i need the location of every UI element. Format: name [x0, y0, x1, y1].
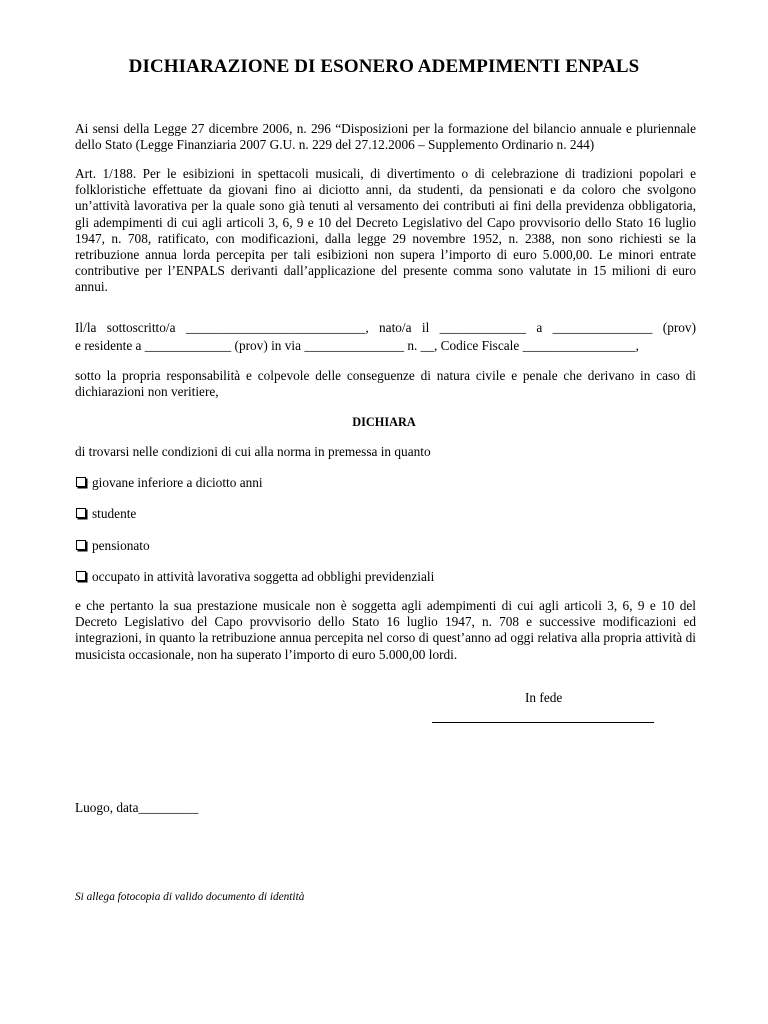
option-label: pensionato [92, 538, 150, 553]
option-label: occupato in attività lavorativa soggetta ad obblighi previdenziali [92, 569, 435, 584]
conclusion-paragraph: e che pertanto la sua prestazione musicale non è soggetta agli adempimenti di cui agli articoli 3, 6, 9 e 10 del Decreto Legislativo del Capo provvisorio dello Stato 16 luglio 1947, n. 708 e successive modificazioni ed integrazioni, in quanto la retribuzione annua percepita nel corso di quest’anno ad oggi relativa alla propria attività di musicista occasionale, non ha superato l’importo di euro 5.000,00 lordi. [75, 598, 696, 662]
declares-heading: DICHIARA [352, 415, 416, 429]
signature-line [432, 722, 654, 723]
responsibility-paragraph: sotto la propria responsabilità e colpevole delle conseguenze di natura civile e penale che derivano in caso di dichiarazioni non veritiere, [75, 368, 696, 400]
document-title: DICHIARAZIONE DI ESONERO ADEMPIMENTI ENPALS [128, 56, 640, 77]
option-minor [75, 475, 263, 491]
checkbox-icon [76, 571, 86, 581]
option-employed [75, 569, 434, 585]
option-label: studente [92, 506, 137, 521]
checkbox-icon [76, 508, 86, 518]
article-paragraph: Art. 1/188. Per le esibizioni in spettacoli musicali, di divertimento o di celebrazione di tradizioni popolari e folkloristiche effettuate da giovani fino ai diciotto anni, da studenti, da pensionati e da coloro che svolgono un’attività lavorativa per la quale sono già tenuti al versamento dei contributi ai fini della previdenza obbligatoria, gli adempimenti di cui agli articoli 3, 6, 9 e 10 del Decreto Legislativo del Capo provvisorio dello Stato 16 luglio 1947, n. 708, ratificato, con modificazioni, dalla legge 29 novembre 1952, n. 2388, non sono richiesti se la retribuzione annua lorda percepita per tali esibizioni non supera l’importo di euro 5.000,00. Le minori entrate contributive per l’ENPALS derivanti dall’applicazione del presente comma sono valutate in 15 milioni di euro annui. [75, 166, 696, 295]
conditions-line: di trovarsi nelle condizioni di cui alla norma in premessa in quanto [75, 444, 431, 459]
checkbox-icon [76, 477, 86, 487]
option-label: giovane inferiore a diciotto anni [92, 475, 263, 490]
signatory-line-2: e residente a _____________ (prov) in via _______________ n. __, Codice Fiscale _________________, [75, 338, 639, 353]
place-date-line: Luogo, data_________ [75, 800, 199, 815]
attachment-note: Si allega fotocopia di valido documento di identità [75, 891, 305, 903]
signatory-line-1: Il/la sottoscritto/a ___________________________, nato/a il _____________ a _______________ (prov) [75, 320, 696, 335]
checkbox-icon [76, 540, 86, 550]
in-fede-label: In fede [525, 690, 563, 705]
option-retired [75, 538, 150, 554]
option-student [75, 506, 136, 522]
intro-paragraph: Ai sensi della Legge 27 dicembre 2006, n. 296 “Disposizioni per la formazione del bilancio annuale e pluriennale dello Stato (Legge Finanziaria 2007 G.U. n. 229 del 27.12.2006 – Supplemento Ordinario n. 244) [75, 121, 696, 153]
